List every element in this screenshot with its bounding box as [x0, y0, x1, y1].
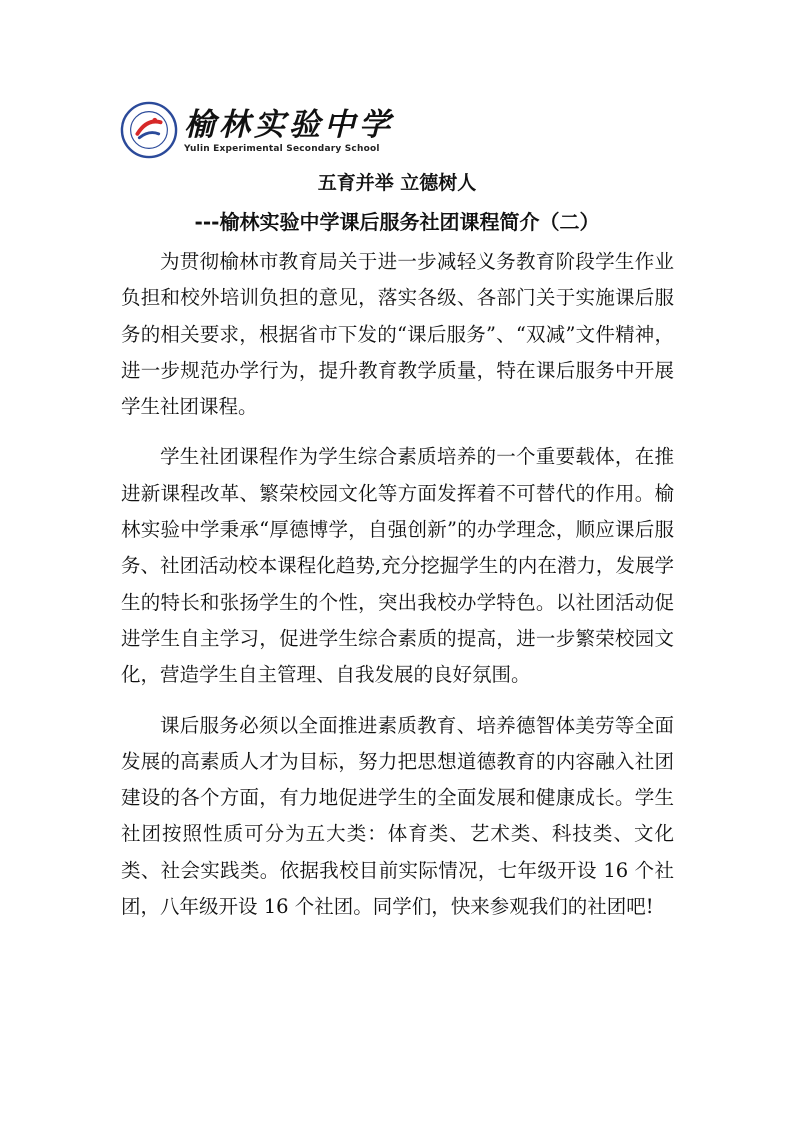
paragraph-2: 学生社团课程作为学生综合素质培养的一个重要载体，在推进新课程改革、繁荣校园文化等方面发挥着不可替代的作用。榆林实验中学秉承“厚德博学，自强创新”的办学理念，顺应课后服务、社团活动校本课程化趋势,充分挖掘学生的内在潜力，发展学生的特长和张扬学生的个性，突出我校办学特色。以社团活动促进学生自主学习，促进学生综合素质的提高，进一步繁荣校园文化，营造学生自主管理、自我发展的良好氛围。	[121, 445, 674, 687]
school-name-cn: 榆林实验中学	[184, 106, 394, 143]
document-body	[121, 244, 674, 939]
page-title: 五育并举 立德树人	[317, 172, 477, 194]
paragraph-1: 为贯彻榆林市教育局关于进一步减轻义务教育阶段学生作业负担和校外培训负担的意见，落实各级、各部门关于实施课后服务的相关要求，根据省市下发的“课后服务”、“双减”文件精神，进一步规范办学行为，提升教育教学质量，特在课后服务中开展学生社团课程。	[121, 250, 674, 419]
school-emblem-icon	[120, 101, 178, 159]
page-subtitle: ---榆林实验中学课后服务社团课程简介（二）	[194, 210, 600, 234]
school-name-en: Yulin Experimental Secondary School	[184, 143, 380, 154]
school-header	[120, 98, 394, 162]
paragraph-3: 课后服务必须以全面推进素质教育、培养德智体美劳等全面发展的高素质人才为目标，努力把思想道德教育的内容融入社团建设的各个方面，有力地促进学生的全面发展和健康成长。学生社团按照性质可分为五大类：体育类、艺术类、科技类、文化类、社会实践类。依据我校目前实际情况，七年级开设 16 个社团，八年级开设 16 个社团。同学们，快来参观我们的社团吧!	[121, 713, 674, 919]
